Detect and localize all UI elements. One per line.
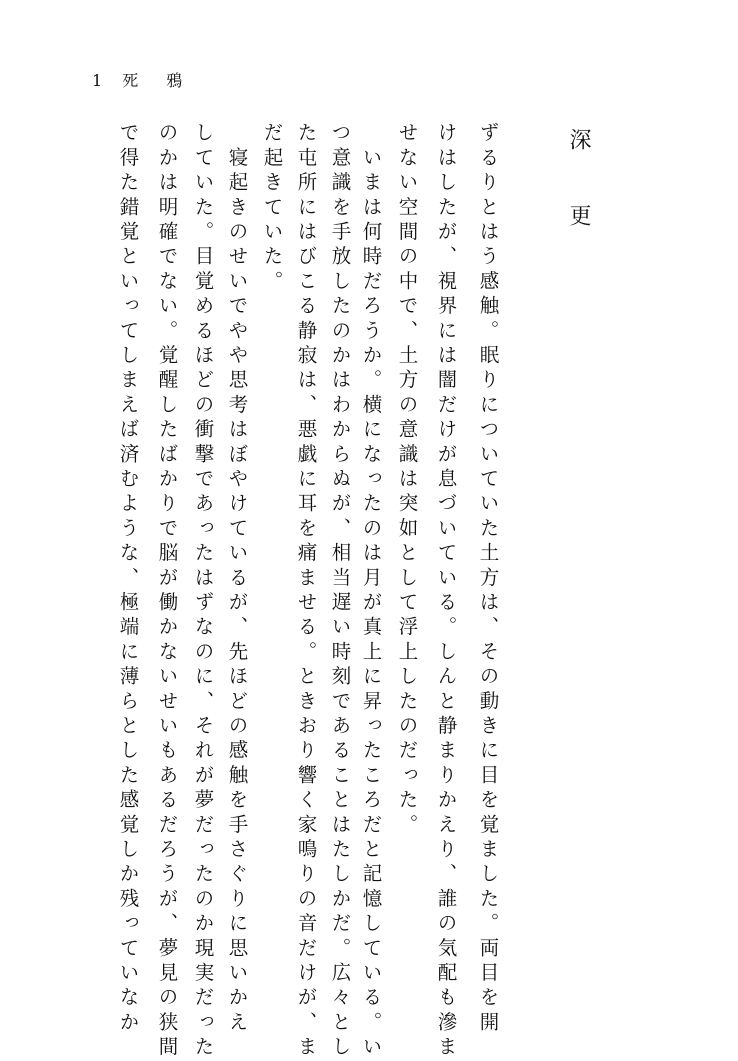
section-title: 死 鴉 (122, 71, 189, 90)
text-line: いまは何時だろうか。横になったのは月が真上に昇ったころだと記憶している。い (359, 122, 383, 1061)
text-line: ずるりとはう感触。眠りについていた土方は、その動きに目を覚ました。両目を開 (476, 122, 500, 1036)
chapter-title: 深 更 (566, 128, 591, 242)
text-line: だ起きていた。 (260, 122, 284, 295)
page-number: 1 (92, 71, 109, 90)
text-line: た屯所にはびこる静寂は、悪戯に耳を痛ませる。ときおり響く家鳴りの音だけが、ま (294, 122, 318, 1061)
text-line: で得た錯覚といってしまえば済むような、極端に薄らとした感覚しか残っていなか (116, 122, 140, 1036)
running-header (92, 68, 188, 91)
text-line: 寝起きのせいでやや思考はぼやけているが、先ほどの感触を手さぐりに思いかえ (225, 122, 249, 1036)
text-line: つ意識を手放したのかはわからぬが、相当遅い時刻であることはたしかだ。広々とし (328, 122, 352, 1061)
text-line: のかは明確でない。覚醒したばかりで脳が働かないせいもあるだろうが、夢見の狭間 (155, 122, 179, 1061)
text-line: けはしたが、視界には闇だけが息づいている。しんと静まりかえり、誰の気配も滲ま (434, 122, 458, 1061)
text-line: していた。目覚めるほどの衝撃であったはずなのに、それが夢だったのか現実だった (191, 122, 215, 1061)
text-line: せない空間の中で、土方の意識は突如として浮上したのだった。 (395, 122, 419, 839)
